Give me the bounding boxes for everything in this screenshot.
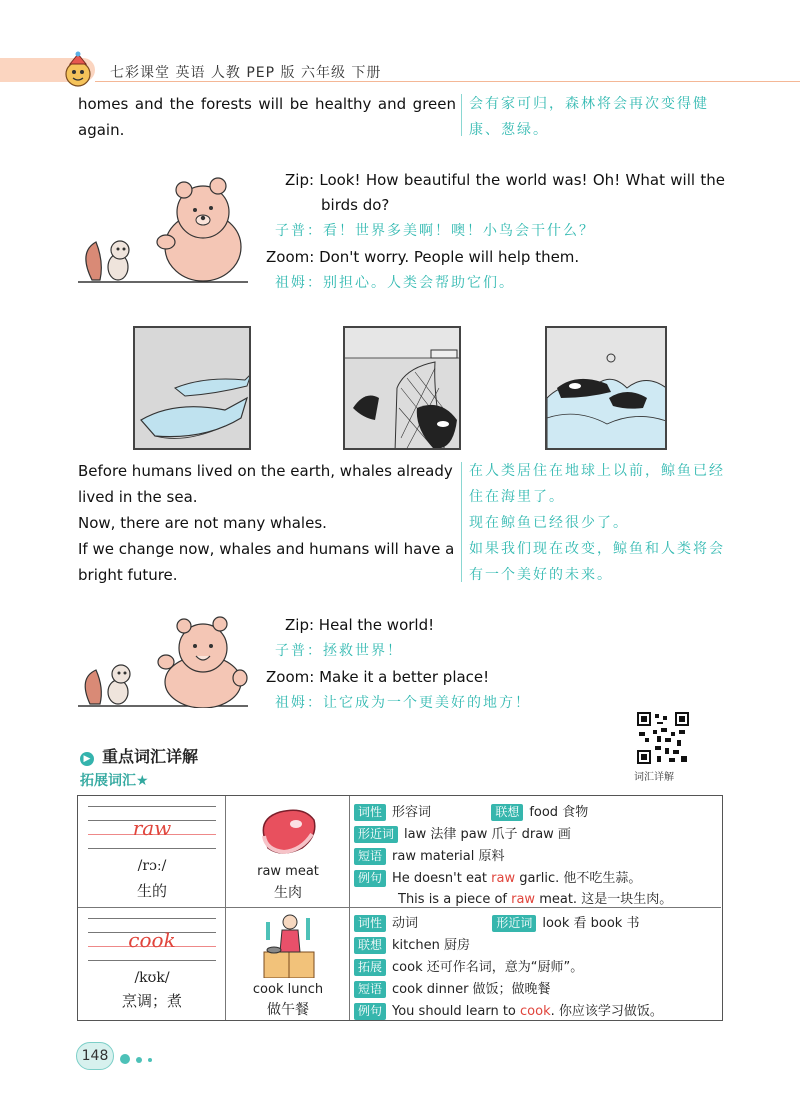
zip-line-cn: 子普：看！世界多美啊！噢！小鸟会干什么？	[275, 223, 595, 239]
para1-chinese	[469, 91, 729, 143]
play-icon: ▶	[80, 752, 94, 766]
highlight-word: raw	[511, 892, 536, 907]
word-cell	[78, 796, 226, 907]
tag-label: 拓展	[354, 959, 386, 976]
vocab-meaning: 生的	[136, 882, 167, 900]
para2-cn-line: 住在海里了。	[469, 489, 565, 505]
vocab-row-raw	[78, 796, 721, 908]
tag-label: 词性	[354, 804, 386, 821]
vocab-phonetic: /rɔː/	[137, 858, 167, 874]
dialogue1	[285, 168, 725, 218]
ruled-line	[88, 806, 216, 807]
example-text: You should learn to	[392, 1004, 521, 1019]
ruled-line	[88, 960, 216, 961]
image-cell	[226, 796, 350, 907]
para2-cn-line: 在人类居住在地球上以前，鲸鱼已经	[469, 463, 725, 479]
detail-text: cook 还可作名词，意为“厨师”。	[392, 960, 584, 975]
highlight-word: cook	[520, 1004, 551, 1019]
zip-zoom-illustration-2	[78, 612, 248, 708]
vocab-word: cook	[128, 928, 176, 952]
para1-en-line: homes and the forests will be healthy and green	[78, 95, 456, 113]
detail-text: raw material 原料	[392, 849, 505, 864]
detail-text: kitchen 厨房	[392, 938, 471, 953]
para2-en-line: Before humans lived on the earth, whales already	[78, 462, 453, 480]
cook-lunch-icon	[260, 912, 318, 978]
para2-en-line: Now, there are not many whales.	[78, 514, 327, 532]
ruled-line	[88, 848, 216, 849]
image-cell	[226, 908, 350, 1020]
para2-chinese	[469, 458, 729, 588]
detail-text: law 法律 paw 爪子 draw 画	[404, 827, 571, 842]
detail-text: look 看 book 书	[542, 916, 640, 931]
ruled-line	[88, 918, 216, 919]
image-caption-en: cook lunch	[252, 982, 324, 997]
tag-label: 词性	[354, 915, 386, 932]
example-text: This is a piece of	[398, 892, 512, 907]
detail-line	[354, 956, 583, 976]
detail-text: food 食物	[529, 805, 589, 820]
tag-label: 例句	[354, 1003, 386, 1020]
para2-en-line: If we change now, whales and humans will have a	[78, 540, 455, 558]
section-title-text: 重点词汇详解	[102, 747, 199, 766]
para2-cn-line: 如果我们现在改变，鲸鱼和人类将会	[469, 541, 725, 557]
para2-english	[78, 458, 458, 588]
para1-en-line: again.	[78, 121, 125, 139]
vocab-meaning: 烹调；煮	[121, 992, 182, 1010]
tag-label: 短语	[354, 848, 386, 865]
zoom-line2-cn: 祖姆：让它成为一个更美好的地方！	[275, 695, 531, 711]
section-subtitle: 拓展词汇★	[80, 773, 149, 789]
qr-label: 词汇详解	[634, 772, 674, 783]
word-cell	[78, 908, 226, 1020]
vocab-row-cook	[78, 908, 721, 1020]
para2-cn-line: 现在鲸鱼已经很少了。	[469, 515, 629, 531]
example-text: garlic. 他不吃生蒜。	[515, 871, 642, 886]
whale-picture-2	[343, 326, 461, 450]
tag-label: 短语	[354, 981, 386, 998]
zoom-line-en: Zoom: Don't worry. People will help them.	[266, 248, 580, 266]
highlight-word: raw	[491, 871, 516, 886]
vocab-table	[77, 795, 723, 1021]
para2-en-line: lived in the sea.	[78, 488, 198, 506]
example-text: He doesn't eat	[392, 871, 492, 886]
divider-line	[461, 462, 462, 582]
dot-decoration	[136, 1057, 142, 1063]
image-caption-cn: 做午餐	[267, 1002, 309, 1018]
zoom-line2-en: Zoom: Make it a better place!	[266, 668, 490, 686]
raw-meat-icon	[256, 806, 320, 858]
image-caption-cn: 生肉	[274, 885, 302, 901]
para1-cn-line: 会有家可归，森林将会再次变得健	[469, 96, 709, 112]
example-text: meat. 这是一块生肉。	[535, 892, 673, 907]
detail-text: 形容词	[392, 805, 432, 820]
zip-line-en-cont: birds do?	[321, 196, 390, 214]
detail-cell	[350, 908, 721, 1020]
divider-line	[461, 94, 462, 136]
para2-cn-line: 有一个美好的未来。	[469, 567, 613, 583]
detail-line	[354, 845, 504, 865]
tag-label: 形近词	[354, 826, 398, 843]
header-title: 七彩课堂 英语 人教 PEP 版 六年级 下册	[110, 65, 382, 81]
detail-line	[354, 978, 551, 998]
detail-line	[354, 867, 641, 887]
detail-text: cook dinner 做饭；做晚餐	[392, 982, 551, 997]
para1-cn-line: 康、葱绿。	[469, 122, 549, 138]
tag-label: 例句	[354, 870, 386, 887]
detail-cell	[350, 796, 721, 907]
page-number: 148	[76, 1042, 114, 1070]
dot-decoration	[120, 1054, 130, 1064]
qr-code-icon[interactable]	[637, 712, 689, 764]
vocab-word: raw	[132, 816, 172, 840]
detail-text: 动词	[392, 916, 419, 931]
detail-line	[354, 823, 571, 843]
detail-line	[354, 912, 639, 932]
para1-english	[78, 91, 456, 143]
tag-label: 形近词	[492, 915, 536, 932]
whale-picture-1	[133, 326, 251, 450]
detail-line	[398, 888, 672, 907]
detail-line	[354, 934, 470, 954]
example-text: . 你应该学习做饭。	[550, 1004, 663, 1019]
tag-label: 联想	[354, 937, 386, 954]
para2-en-line: bright future.	[78, 566, 178, 584]
page-header	[0, 50, 800, 90]
tag-label: 联想	[491, 804, 523, 821]
section-title	[80, 744, 198, 767]
detail-line	[354, 1000, 663, 1020]
vocab-phonetic: /kʊk/	[134, 970, 170, 986]
image-caption-en: raw meat	[257, 864, 319, 879]
zip-line2-cn: 子普：拯救世界！	[275, 643, 403, 659]
whale-picture-3	[545, 326, 667, 450]
zip-line2-en: Zip: Heal the world!	[285, 616, 435, 634]
zoom-line-cn: 祖姆：别担心。人类会帮助它们。	[275, 275, 515, 291]
dot-decoration	[148, 1058, 152, 1062]
zip-zoom-illustration	[78, 172, 248, 284]
zip-line-en: Zip: Look! How beautiful the world was! Oh! What will the	[285, 171, 725, 189]
mascot-icon	[58, 50, 98, 90]
detail-line	[354, 801, 588, 821]
